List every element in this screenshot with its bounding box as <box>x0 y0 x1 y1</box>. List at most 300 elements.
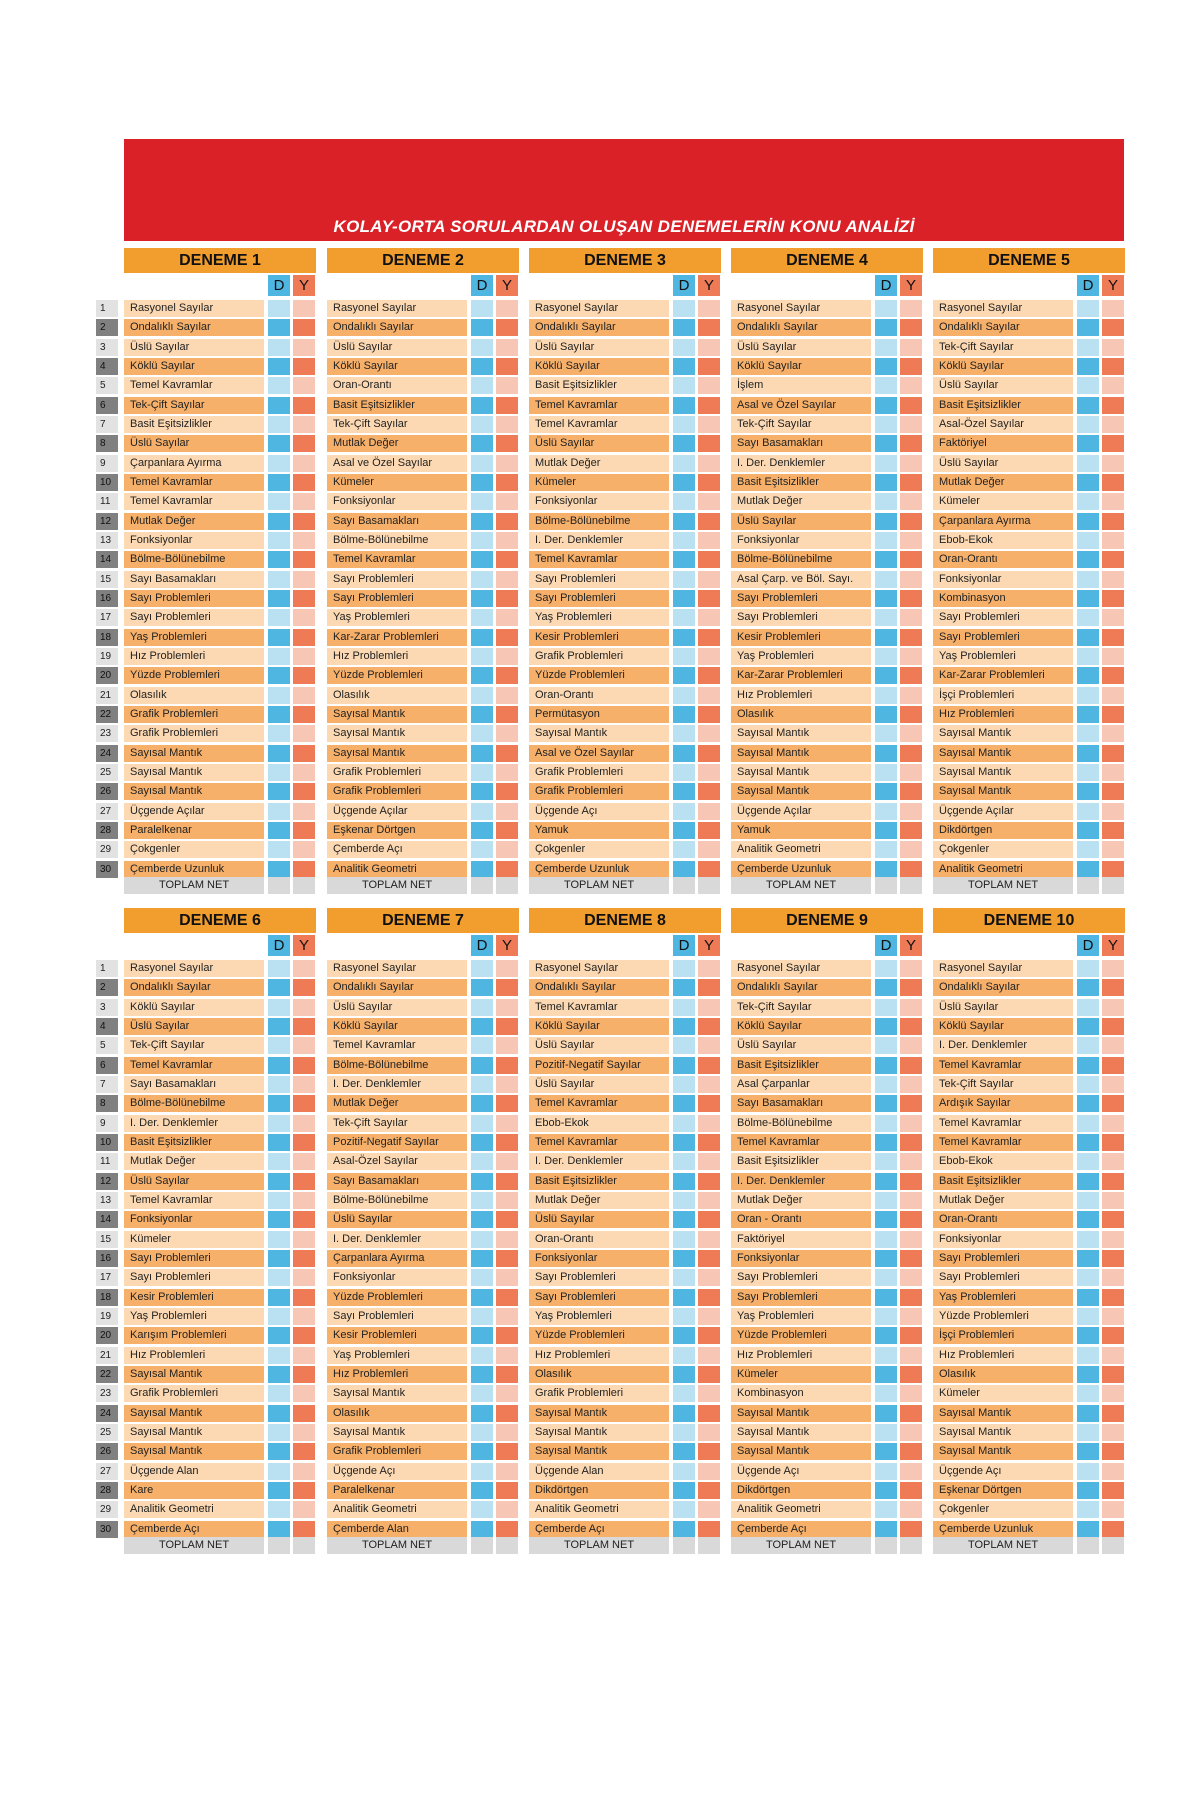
correct-count-cell[interactable] <box>673 474 695 491</box>
wrong-count-cell[interactable] <box>293 745 315 762</box>
correct-count-cell[interactable] <box>471 1269 493 1286</box>
correct-count-cell[interactable] <box>471 1521 493 1538</box>
wrong-count-cell[interactable] <box>1102 1308 1124 1325</box>
correct-count-cell[interactable] <box>673 416 695 433</box>
wrong-count-cell[interactable] <box>900 493 922 510</box>
wrong-count-cell[interactable] <box>900 1482 922 1499</box>
wrong-count-cell[interactable] <box>900 455 922 472</box>
correct-count-cell[interactable] <box>673 979 695 996</box>
correct-count-cell[interactable] <box>875 609 897 626</box>
wrong-count-cell[interactable] <box>293 1115 315 1132</box>
wrong-count-cell[interactable] <box>1102 1037 1124 1054</box>
wrong-count-cell[interactable] <box>293 1037 315 1054</box>
wrong-count-cell[interactable] <box>496 1250 518 1267</box>
wrong-count-cell[interactable] <box>1102 435 1124 452</box>
wrong-count-cell[interactable] <box>293 416 315 433</box>
correct-count-cell[interactable] <box>875 513 897 530</box>
wrong-count-cell[interactable] <box>698 803 720 820</box>
wrong-count-cell[interactable] <box>293 1327 315 1344</box>
correct-count-cell[interactable] <box>875 725 897 742</box>
correct-count-cell[interactable] <box>1077 1173 1099 1190</box>
correct-count-cell[interactable] <box>1077 1482 1099 1499</box>
wrong-count-cell[interactable] <box>900 706 922 723</box>
wrong-count-cell[interactable] <box>496 1192 518 1209</box>
correct-count-cell[interactable] <box>268 1482 290 1499</box>
wrong-count-cell[interactable] <box>293 377 315 394</box>
correct-count-cell[interactable] <box>268 571 290 588</box>
correct-count-cell[interactable] <box>673 513 695 530</box>
wrong-count-cell[interactable] <box>1102 1095 1124 1112</box>
correct-count-cell[interactable] <box>268 1308 290 1325</box>
wrong-count-cell[interactable] <box>496 1405 518 1422</box>
wrong-count-cell[interactable] <box>1102 339 1124 356</box>
correct-count-cell[interactable] <box>1077 1153 1099 1170</box>
correct-count-cell[interactable] <box>268 1231 290 1248</box>
wrong-count-cell[interactable] <box>496 979 518 996</box>
correct-count-cell[interactable] <box>471 300 493 317</box>
wrong-count-cell[interactable] <box>698 1405 720 1422</box>
correct-count-cell[interactable] <box>875 687 897 704</box>
wrong-count-cell[interactable] <box>496 783 518 800</box>
wrong-count-cell[interactable] <box>1102 571 1124 588</box>
correct-count-cell[interactable] <box>1077 493 1099 510</box>
correct-count-cell[interactable] <box>875 648 897 665</box>
wrong-count-cell[interactable] <box>900 1192 922 1209</box>
correct-count-cell[interactable] <box>268 377 290 394</box>
correct-count-cell[interactable] <box>673 1308 695 1325</box>
correct-count-cell[interactable] <box>1077 648 1099 665</box>
wrong-count-cell[interactable] <box>1102 319 1124 336</box>
correct-count-cell[interactable] <box>673 1521 695 1538</box>
correct-count-cell[interactable] <box>471 861 493 878</box>
wrong-count-cell[interactable] <box>698 513 720 530</box>
wrong-count-cell[interactable] <box>698 609 720 626</box>
correct-count-cell[interactable] <box>875 745 897 762</box>
correct-count-cell[interactable] <box>875 1115 897 1132</box>
wrong-count-cell[interactable] <box>1102 1115 1124 1132</box>
correct-count-cell[interactable] <box>673 1134 695 1151</box>
correct-count-cell[interactable] <box>673 1153 695 1170</box>
correct-count-cell[interactable] <box>875 416 897 433</box>
correct-count-cell[interactable] <box>673 1366 695 1383</box>
correct-count-cell[interactable] <box>875 493 897 510</box>
wrong-count-cell[interactable] <box>1102 1424 1124 1441</box>
wrong-count-cell[interactable] <box>900 1308 922 1325</box>
correct-count-cell[interactable] <box>1077 1521 1099 1538</box>
wrong-count-cell[interactable] <box>900 745 922 762</box>
wrong-count-cell[interactable] <box>900 1463 922 1480</box>
wrong-count-cell[interactable] <box>496 1443 518 1460</box>
correct-count-cell[interactable] <box>471 1095 493 1112</box>
wrong-count-cell[interactable] <box>496 377 518 394</box>
correct-count-cell[interactable] <box>673 1269 695 1286</box>
correct-count-cell[interactable] <box>875 358 897 375</box>
wrong-count-cell[interactable] <box>698 1076 720 1093</box>
correct-count-cell[interactable] <box>471 745 493 762</box>
correct-count-cell[interactable] <box>471 1037 493 1054</box>
wrong-count-cell[interactable] <box>698 861 720 878</box>
correct-count-cell[interactable] <box>268 1076 290 1093</box>
correct-count-cell[interactable] <box>875 960 897 977</box>
correct-count-cell[interactable] <box>1077 319 1099 336</box>
correct-count-cell[interactable] <box>268 513 290 530</box>
wrong-count-cell[interactable] <box>293 1521 315 1538</box>
correct-count-cell[interactable] <box>1077 861 1099 878</box>
correct-count-cell[interactable] <box>268 783 290 800</box>
correct-count-cell[interactable] <box>875 1521 897 1538</box>
wrong-count-cell[interactable] <box>900 841 922 858</box>
wrong-count-cell[interactable] <box>698 1385 720 1402</box>
correct-count-cell[interactable] <box>268 1250 290 1267</box>
correct-count-cell[interactable] <box>471 1173 493 1190</box>
correct-count-cell[interactable] <box>1077 416 1099 433</box>
wrong-count-cell[interactable] <box>900 1347 922 1364</box>
wrong-count-cell[interactable] <box>293 1405 315 1422</box>
correct-count-cell[interactable] <box>673 377 695 394</box>
wrong-count-cell[interactable] <box>698 377 720 394</box>
correct-count-cell[interactable] <box>471 1424 493 1441</box>
correct-count-cell[interactable] <box>471 416 493 433</box>
correct-count-cell[interactable] <box>1077 1366 1099 1383</box>
correct-count-cell[interactable] <box>875 706 897 723</box>
correct-count-cell[interactable] <box>1077 725 1099 742</box>
correct-count-cell[interactable] <box>471 1405 493 1422</box>
wrong-count-cell[interactable] <box>496 1269 518 1286</box>
wrong-count-cell[interactable] <box>698 455 720 472</box>
correct-count-cell[interactable] <box>1077 687 1099 704</box>
wrong-count-cell[interactable] <box>698 667 720 684</box>
wrong-count-cell[interactable] <box>293 687 315 704</box>
correct-count-cell[interactable] <box>1077 1443 1099 1460</box>
wrong-count-cell[interactable] <box>293 455 315 472</box>
correct-count-cell[interactable] <box>1077 1308 1099 1325</box>
correct-count-cell[interactable] <box>268 648 290 665</box>
correct-count-cell[interactable] <box>673 609 695 626</box>
correct-count-cell[interactable] <box>471 1443 493 1460</box>
total-correct-cell[interactable] <box>875 877 897 894</box>
correct-count-cell[interactable] <box>1077 1463 1099 1480</box>
wrong-count-cell[interactable] <box>698 1095 720 1112</box>
correct-count-cell[interactable] <box>1077 1115 1099 1132</box>
correct-count-cell[interactable] <box>673 706 695 723</box>
wrong-count-cell[interactable] <box>698 435 720 452</box>
wrong-count-cell[interactable] <box>1102 1385 1124 1402</box>
wrong-count-cell[interactable] <box>900 339 922 356</box>
correct-count-cell[interactable] <box>268 319 290 336</box>
correct-count-cell[interactable] <box>268 1327 290 1344</box>
correct-count-cell[interactable] <box>471 1308 493 1325</box>
wrong-count-cell[interactable] <box>496 1482 518 1499</box>
correct-count-cell[interactable] <box>875 319 897 336</box>
correct-count-cell[interactable] <box>1077 300 1099 317</box>
correct-count-cell[interactable] <box>875 1405 897 1422</box>
correct-count-cell[interactable] <box>268 339 290 356</box>
wrong-count-cell[interactable] <box>496 590 518 607</box>
wrong-count-cell[interactable] <box>698 1018 720 1035</box>
wrong-count-cell[interactable] <box>1102 1231 1124 1248</box>
correct-count-cell[interactable] <box>875 377 897 394</box>
correct-count-cell[interactable] <box>1077 339 1099 356</box>
wrong-count-cell[interactable] <box>1102 1057 1124 1074</box>
wrong-count-cell[interactable] <box>900 1385 922 1402</box>
correct-count-cell[interactable] <box>875 861 897 878</box>
wrong-count-cell[interactable] <box>900 1076 922 1093</box>
correct-count-cell[interactable] <box>471 629 493 646</box>
wrong-count-cell[interactable] <box>1102 999 1124 1016</box>
wrong-count-cell[interactable] <box>900 1501 922 1518</box>
wrong-count-cell[interactable] <box>900 474 922 491</box>
correct-count-cell[interactable] <box>268 1211 290 1228</box>
wrong-count-cell[interactable] <box>900 571 922 588</box>
wrong-count-cell[interactable] <box>496 319 518 336</box>
correct-count-cell[interactable] <box>1077 841 1099 858</box>
wrong-count-cell[interactable] <box>293 319 315 336</box>
correct-count-cell[interactable] <box>471 1347 493 1364</box>
wrong-count-cell[interactable] <box>293 667 315 684</box>
wrong-count-cell[interactable] <box>1102 1366 1124 1383</box>
correct-count-cell[interactable] <box>673 1018 695 1035</box>
wrong-count-cell[interactable] <box>293 1443 315 1460</box>
wrong-count-cell[interactable] <box>1102 358 1124 375</box>
wrong-count-cell[interactable] <box>900 1521 922 1538</box>
wrong-count-cell[interactable] <box>900 300 922 317</box>
wrong-count-cell[interactable] <box>1102 1521 1124 1538</box>
correct-count-cell[interactable] <box>875 822 897 839</box>
wrong-count-cell[interactable] <box>496 1463 518 1480</box>
wrong-count-cell[interactable] <box>698 1115 720 1132</box>
correct-count-cell[interactable] <box>471 687 493 704</box>
correct-count-cell[interactable] <box>875 783 897 800</box>
total-wrong-cell[interactable] <box>293 877 315 894</box>
correct-count-cell[interactable] <box>1077 358 1099 375</box>
wrong-count-cell[interactable] <box>293 999 315 1016</box>
wrong-count-cell[interactable] <box>496 1289 518 1306</box>
wrong-count-cell[interactable] <box>496 1385 518 1402</box>
correct-count-cell[interactable] <box>875 1250 897 1267</box>
wrong-count-cell[interactable] <box>496 474 518 491</box>
wrong-count-cell[interactable] <box>293 783 315 800</box>
correct-count-cell[interactable] <box>875 764 897 781</box>
correct-count-cell[interactable] <box>875 1347 897 1364</box>
wrong-count-cell[interactable] <box>900 764 922 781</box>
wrong-count-cell[interactable] <box>496 1231 518 1248</box>
wrong-count-cell[interactable] <box>698 999 720 1016</box>
wrong-count-cell[interactable] <box>496 629 518 646</box>
correct-count-cell[interactable] <box>875 1327 897 1344</box>
wrong-count-cell[interactable] <box>1102 803 1124 820</box>
wrong-count-cell[interactable] <box>293 1463 315 1480</box>
correct-count-cell[interactable] <box>471 1250 493 1267</box>
correct-count-cell[interactable] <box>875 1289 897 1306</box>
correct-count-cell[interactable] <box>471 999 493 1016</box>
correct-count-cell[interactable] <box>268 764 290 781</box>
wrong-count-cell[interactable] <box>900 1250 922 1267</box>
wrong-count-cell[interactable] <box>1102 979 1124 996</box>
correct-count-cell[interactable] <box>673 435 695 452</box>
wrong-count-cell[interactable] <box>293 1250 315 1267</box>
correct-count-cell[interactable] <box>1077 1231 1099 1248</box>
correct-count-cell[interactable] <box>471 474 493 491</box>
wrong-count-cell[interactable] <box>293 590 315 607</box>
correct-count-cell[interactable] <box>471 493 493 510</box>
correct-count-cell[interactable] <box>1077 1501 1099 1518</box>
correct-count-cell[interactable] <box>1077 1211 1099 1228</box>
wrong-count-cell[interactable] <box>496 551 518 568</box>
wrong-count-cell[interactable] <box>496 571 518 588</box>
correct-count-cell[interactable] <box>875 1173 897 1190</box>
wrong-count-cell[interactable] <box>900 590 922 607</box>
correct-count-cell[interactable] <box>673 1463 695 1480</box>
correct-count-cell[interactable] <box>673 1095 695 1112</box>
correct-count-cell[interactable] <box>268 687 290 704</box>
wrong-count-cell[interactable] <box>293 841 315 858</box>
correct-count-cell[interactable] <box>471 667 493 684</box>
wrong-count-cell[interactable] <box>293 1211 315 1228</box>
correct-count-cell[interactable] <box>471 532 493 549</box>
correct-count-cell[interactable] <box>471 513 493 530</box>
correct-count-cell[interactable] <box>673 1424 695 1441</box>
correct-count-cell[interactable] <box>673 532 695 549</box>
correct-count-cell[interactable] <box>471 822 493 839</box>
wrong-count-cell[interactable] <box>1102 416 1124 433</box>
correct-count-cell[interactable] <box>875 1424 897 1441</box>
wrong-count-cell[interactable] <box>900 1327 922 1344</box>
correct-count-cell[interactable] <box>268 1443 290 1460</box>
wrong-count-cell[interactable] <box>293 648 315 665</box>
correct-count-cell[interactable] <box>268 1018 290 1035</box>
wrong-count-cell[interactable] <box>496 1134 518 1151</box>
wrong-count-cell[interactable] <box>698 1482 720 1499</box>
wrong-count-cell[interactable] <box>698 1289 720 1306</box>
wrong-count-cell[interactable] <box>698 648 720 665</box>
correct-count-cell[interactable] <box>268 300 290 317</box>
correct-count-cell[interactable] <box>268 1134 290 1151</box>
correct-count-cell[interactable] <box>471 609 493 626</box>
wrong-count-cell[interactable] <box>900 1115 922 1132</box>
correct-count-cell[interactable] <box>471 1018 493 1035</box>
wrong-count-cell[interactable] <box>900 648 922 665</box>
wrong-count-cell[interactable] <box>293 513 315 530</box>
correct-count-cell[interactable] <box>471 397 493 414</box>
wrong-count-cell[interactable] <box>496 1115 518 1132</box>
wrong-count-cell[interactable] <box>293 358 315 375</box>
wrong-count-cell[interactable] <box>900 999 922 1016</box>
correct-count-cell[interactable] <box>1077 1347 1099 1364</box>
correct-count-cell[interactable] <box>875 1366 897 1383</box>
wrong-count-cell[interactable] <box>293 960 315 977</box>
correct-count-cell[interactable] <box>268 1095 290 1112</box>
wrong-count-cell[interactable] <box>698 725 720 742</box>
correct-count-cell[interactable] <box>673 1501 695 1518</box>
correct-count-cell[interactable] <box>268 609 290 626</box>
wrong-count-cell[interactable] <box>900 319 922 336</box>
correct-count-cell[interactable] <box>1077 377 1099 394</box>
wrong-count-cell[interactable] <box>900 551 922 568</box>
wrong-count-cell[interactable] <box>496 667 518 684</box>
wrong-count-cell[interactable] <box>1102 841 1124 858</box>
correct-count-cell[interactable] <box>471 1482 493 1499</box>
wrong-count-cell[interactable] <box>698 590 720 607</box>
wrong-count-cell[interactable] <box>1102 1269 1124 1286</box>
wrong-count-cell[interactable] <box>1102 783 1124 800</box>
correct-count-cell[interactable] <box>673 1037 695 1054</box>
correct-count-cell[interactable] <box>673 1385 695 1402</box>
wrong-count-cell[interactable] <box>496 1076 518 1093</box>
correct-count-cell[interactable] <box>471 590 493 607</box>
correct-count-cell[interactable] <box>1077 783 1099 800</box>
correct-count-cell[interactable] <box>673 1173 695 1190</box>
correct-count-cell[interactable] <box>471 1366 493 1383</box>
correct-count-cell[interactable] <box>875 1231 897 1248</box>
correct-count-cell[interactable] <box>875 455 897 472</box>
wrong-count-cell[interactable] <box>293 435 315 452</box>
wrong-count-cell[interactable] <box>1102 1173 1124 1190</box>
correct-count-cell[interactable] <box>875 1134 897 1151</box>
correct-count-cell[interactable] <box>268 1192 290 1209</box>
wrong-count-cell[interactable] <box>293 571 315 588</box>
wrong-count-cell[interactable] <box>900 1095 922 1112</box>
correct-count-cell[interactable] <box>673 358 695 375</box>
correct-count-cell[interactable] <box>1077 1405 1099 1422</box>
correct-count-cell[interactable] <box>875 590 897 607</box>
correct-count-cell[interactable] <box>268 590 290 607</box>
total-correct-cell[interactable] <box>1077 1537 1099 1554</box>
wrong-count-cell[interactable] <box>496 435 518 452</box>
wrong-count-cell[interactable] <box>293 861 315 878</box>
wrong-count-cell[interactable] <box>900 1289 922 1306</box>
correct-count-cell[interactable] <box>875 803 897 820</box>
wrong-count-cell[interactable] <box>1102 745 1124 762</box>
wrong-count-cell[interactable] <box>293 1424 315 1441</box>
wrong-count-cell[interactable] <box>293 764 315 781</box>
correct-count-cell[interactable] <box>1077 1385 1099 1402</box>
wrong-count-cell[interactable] <box>293 1057 315 1074</box>
wrong-count-cell[interactable] <box>900 725 922 742</box>
correct-count-cell[interactable] <box>268 706 290 723</box>
wrong-count-cell[interactable] <box>293 551 315 568</box>
wrong-count-cell[interactable] <box>698 1347 720 1364</box>
wrong-count-cell[interactable] <box>698 1308 720 1325</box>
wrong-count-cell[interactable] <box>1102 377 1124 394</box>
wrong-count-cell[interactable] <box>698 1327 720 1344</box>
wrong-count-cell[interactable] <box>698 1424 720 1441</box>
wrong-count-cell[interactable] <box>900 1424 922 1441</box>
wrong-count-cell[interactable] <box>900 1037 922 1054</box>
wrong-count-cell[interactable] <box>496 1366 518 1383</box>
wrong-count-cell[interactable] <box>900 377 922 394</box>
correct-count-cell[interactable] <box>471 319 493 336</box>
wrong-count-cell[interactable] <box>900 1443 922 1460</box>
wrong-count-cell[interactable] <box>698 319 720 336</box>
wrong-count-cell[interactable] <box>1102 1018 1124 1035</box>
wrong-count-cell[interactable] <box>1102 1482 1124 1499</box>
correct-count-cell[interactable] <box>268 861 290 878</box>
wrong-count-cell[interactable] <box>1102 609 1124 626</box>
wrong-count-cell[interactable] <box>293 1366 315 1383</box>
wrong-count-cell[interactable] <box>698 1192 720 1209</box>
wrong-count-cell[interactable] <box>496 1095 518 1112</box>
correct-count-cell[interactable] <box>673 1076 695 1093</box>
correct-count-cell[interactable] <box>268 1115 290 1132</box>
correct-count-cell[interactable] <box>268 435 290 452</box>
correct-count-cell[interactable] <box>471 841 493 858</box>
correct-count-cell[interactable] <box>875 1095 897 1112</box>
wrong-count-cell[interactable] <box>698 1153 720 1170</box>
correct-count-cell[interactable] <box>673 1057 695 1074</box>
correct-count-cell[interactable] <box>1077 1269 1099 1286</box>
wrong-count-cell[interactable] <box>293 397 315 414</box>
wrong-count-cell[interactable] <box>496 609 518 626</box>
